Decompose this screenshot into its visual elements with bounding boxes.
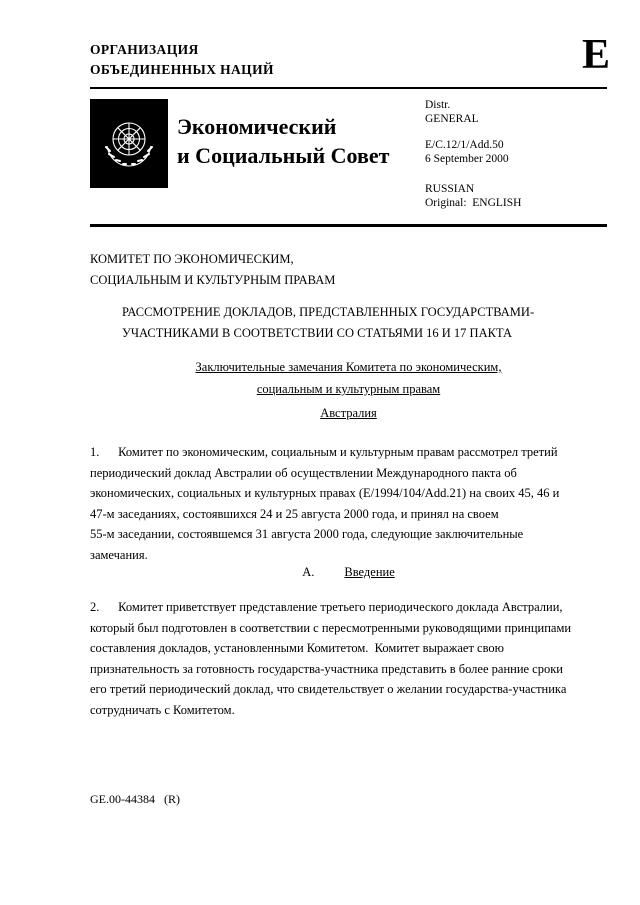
paragraph-2-line6: сотрудничать с Комитетом. [90,702,235,717]
paragraph-1 [90,442,559,565]
org-name-line2: ОБЪЕДИНЕННЫХ НАЦИЙ [90,62,274,77]
concluding-title-line2-wrap [90,378,607,400]
country-title [90,406,607,421]
doc-symbol: E/C.12/1/Add.50 [425,139,504,151]
un-emblem-icon [90,99,168,188]
paragraph-1-line2: периодический доклад Австралии об осуществлении Международного пакта об [90,465,517,480]
committee-heading-line2: СОЦИАЛЬНЫМ И КУЛЬТУРНЫМ ПРАВАМ [90,273,336,287]
concluding-title-line2: социальным и культурным правам [256,382,441,396]
council-title-line1: Экономический [177,114,337,139]
distribution-block [425,98,521,210]
distr-value: GENERAL [425,113,479,125]
org-name-line1: ОРГАНИЗАЦИЯ [90,42,199,57]
paragraph-2-line3: составления докладов, установленными Комитетом. Комитет выражает свою [90,641,504,655]
doc-language: RUSSIAN [425,183,475,195]
paragraph-1-line4: 47-м заседаниях, состоявшихся 24 и 25 августа 2000 года, и принял на своем [90,506,499,521]
org-name [90,40,274,80]
consideration-heading-line1: РАССМОТРЕНИЕ ДОКЛАДОВ, ПРЕДСТАВЛЕННЫХ ГОСУДАРСТВАМИ- [122,305,535,319]
paragraph-2 [90,597,571,720]
section-a-title: Введение [344,565,395,579]
paragraph-1-line3: экономических, социальных и культурных правах (E/1994/104/Add.21) на своих 45, 46 и [90,486,560,500]
doc-date: 6 September 2000 [425,153,509,165]
council-title-line2: и Социальный Совет [177,143,390,168]
consideration-heading-line2: УЧАСТНИКАМИ В СООТВЕТСТВИИ СО СТАТЬЯМИ 16 И 17 ПАКТА [122,326,512,340]
paragraph-2-line5: его третий периодический доклад, что свидетельствует о желании государства-участника [90,682,567,696]
header-divider [90,87,607,89]
council-title [177,112,389,170]
concluding-observations-title [90,356,607,400]
section-a-heading [90,565,607,580]
concluding-title-line1-wrap [90,356,607,378]
doc-original-language: Original: ENGLISH [425,197,522,209]
concluding-title-line1: Заключительные замечания Комитета по экономическим, [195,360,502,374]
doc-series-letter: E [582,32,611,78]
committee-heading [90,249,335,291]
masthead-divider [90,224,607,227]
committee-heading-line1: КОМИТЕТ ПО ЭКОНОМИЧЕСКИМ, [90,252,294,266]
consideration-heading [122,302,534,344]
distr-label: Distr. [425,99,451,111]
paragraph-2-line2: который был подготовлен в соответствии с пересмотренными руководящими принципами [90,620,572,635]
section-a-label: A. [302,565,315,579]
paragraph-2-line4: признательность за готовность государства-участника представить в более ранние сроки [90,661,563,676]
document-reference: GE.00-44384 (R) [90,792,180,806]
paragraph-1-line5: 55-м заседании, состоявшемся 31 августа 2000 года, следующие заключительные [90,527,524,541]
paragraph-2-line1: 2. Комитет приветствует представление третьего периодического доклада Австралии, [90,600,563,614]
country-title-text: Австралия [320,406,377,420]
paragraph-1-line1: 1. Комитет по экономическим, социальным и культурным правам рассмотрел третий [90,445,558,459]
paragraph-1-line6: замечания. [90,547,148,562]
